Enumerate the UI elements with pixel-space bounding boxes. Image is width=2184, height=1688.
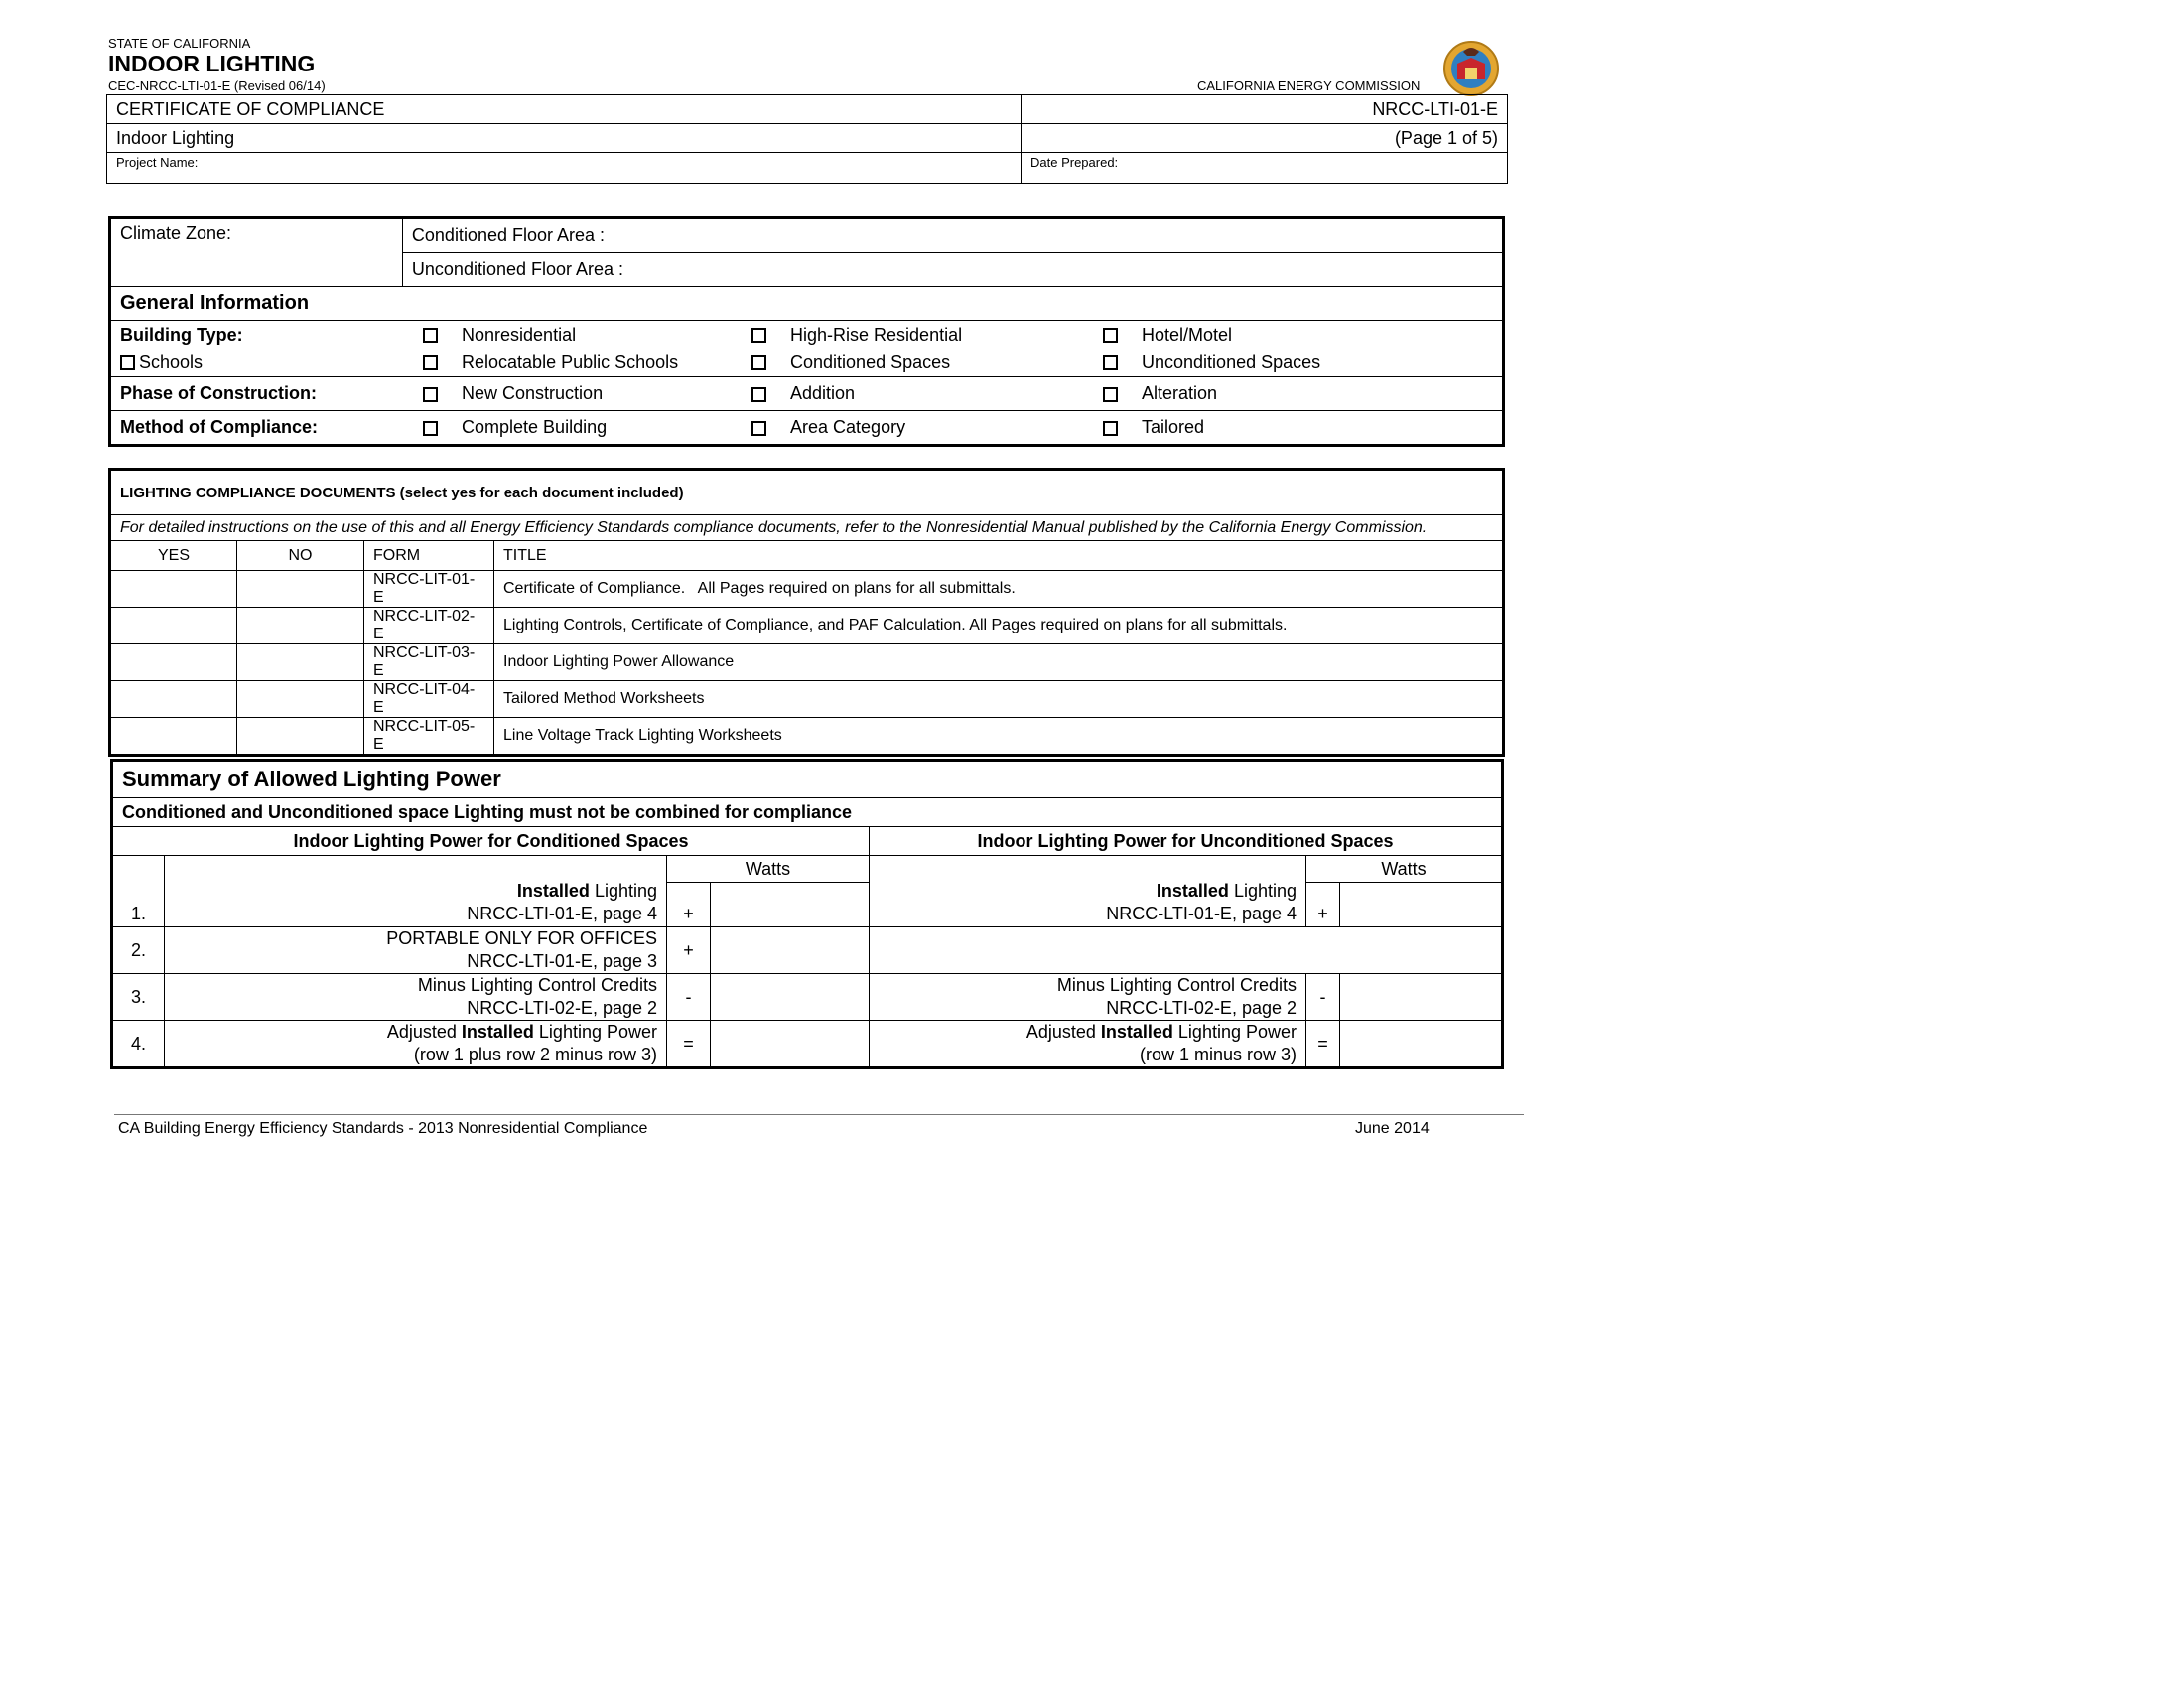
date-prepared-field[interactable] [1022,153,1508,184]
footer-divider [114,1114,1524,1115]
conditioned-row-label [165,856,667,927]
checkbox-icon[interactable] [751,421,766,436]
operator: + [667,883,711,927]
option-high-rise-residential[interactable] [743,321,1094,349]
option-label: Addition [790,383,856,403]
unconditioned-row-label [870,1021,1306,1068]
documents-instructions: For detailed instructions on the use of this and all Energy Efficiency Standards compliance documents, refer to the Nonresidential Manual published by the California Energy Commission. [110,515,1504,541]
conditioned-row-label [165,927,667,974]
form-cell: NRCC-LIT-03-E [364,644,494,681]
project-name-field[interactable] [107,153,1022,184]
option-new-construction[interactable] [414,380,743,408]
option-label: Conditioned Spaces [790,352,951,372]
option-label: Alteration [1142,383,1218,403]
compliance-documents-table [108,468,1505,757]
checkbox-icon[interactable] [1103,328,1118,343]
option-label: Unconditioned Spaces [1142,352,1321,372]
form-code: CEC-NRCC-LTI-01-E (Revised 06/14) [108,78,326,93]
option-label: Hotel/Motel [1142,324,1233,345]
option-label: Schools [139,352,204,372]
date-prepared-label: Date Prepared: [1030,155,1119,170]
table-row [110,718,1504,756]
label-reference: NRCC-LTI-01-E, page 3 [467,951,657,971]
checkbox-icon[interactable] [423,387,438,402]
checkbox-icon[interactable] [423,355,438,370]
building-type-label: Building Type: [120,324,243,345]
unconditioned-area-field[interactable] [402,253,1503,287]
column-header-yes: YES [110,541,237,571]
row-number: 1. [112,856,165,927]
no-cell[interactable] [237,644,364,681]
table-row [110,608,1504,644]
option-conditioned-spaces[interactable] [743,349,1094,376]
operator: - [1306,974,1340,1021]
form-cell: NRCC-LIT-02-E [364,608,494,644]
checkbox-icon[interactable] [120,355,135,370]
checkbox-icon[interactable] [1103,421,1118,436]
conditioned-area-field[interactable] [402,218,1503,253]
checkbox-icon[interactable] [751,328,766,343]
option-label: Tailored [1142,417,1205,437]
label-reference: NRCC-LTI-01-E, page 4 [1106,904,1297,923]
conditioned-row-label [165,1021,667,1068]
certificate-header-table [106,94,1508,184]
checkbox-icon[interactable] [423,328,438,343]
option-hotel-motel[interactable] [1094,321,1502,349]
operator: + [1306,883,1340,927]
unconditioned-row-label [870,856,1306,927]
unconditioned-heading: Indoor Lighting Power for Unconditioned Spaces [870,827,1503,856]
phase-label: Phase of Construction: [120,383,318,403]
state-label: STATE OF CALIFORNIA [108,36,251,51]
general-information-heading: General Information [110,287,1504,321]
form-id: NRCC-LTI-01-E [1022,95,1508,124]
climate-zone-field[interactable] [110,218,403,287]
operator: - [667,974,711,1021]
california-seal-icon [1441,40,1501,97]
row-number: 3. [112,974,165,1021]
yes-cell[interactable] [110,681,237,718]
no-cell[interactable] [237,681,364,718]
no-cell[interactable] [237,608,364,644]
label-reference: NRCC-LTI-02-E, page 2 [467,998,657,1018]
row-number: 2. [112,927,165,974]
title-cell: Lighting Controls, Certificate of Compliance, and PAF Calculation. All Pages required on plans for all submittals. [494,608,1504,644]
option-unconditioned-spaces[interactable] [1094,349,1502,376]
watts-input[interactable] [1340,974,1503,1021]
option-label: Relocatable Public Schools [462,352,679,372]
checkbox-icon[interactable] [751,387,766,402]
watts-input[interactable] [711,974,870,1021]
unconditioned-area-label: Unconditioned Floor Area : [411,259,624,279]
empty-cell [870,927,1503,974]
checkbox-icon[interactable] [1103,355,1118,370]
form-cell: NRCC-LIT-01-E [364,571,494,608]
watts-header-conditioned: Watts [667,856,870,883]
summary-table [110,759,1504,1069]
column-header-form: FORM [364,541,494,571]
table-row [110,571,1504,608]
label-bold: Installed [1156,881,1229,901]
watts-input[interactable] [711,927,870,974]
footer-right: June 2014 [1355,1120,1430,1137]
conditioned-row-label [165,974,667,1021]
title-cell: Tailored Method Worksheets [494,681,1504,718]
watts-input[interactable] [1340,1021,1503,1068]
watts-input[interactable] [711,1021,870,1068]
option-alteration[interactable] [1094,380,1502,408]
column-header-no: NO [237,541,364,571]
subtitle: Indoor Lighting [107,124,1022,153]
yes-cell[interactable] [110,718,237,756]
option-label: Area Category [790,417,906,437]
label-text: PORTABLE ONLY FOR OFFICES [386,928,657,948]
phase-row [110,377,1504,411]
checkbox-icon[interactable] [751,355,766,370]
option-label: New Construction [462,383,604,403]
option-label: High-Rise Residential [790,324,963,345]
label-text: Lighting Power [533,1022,657,1042]
label-bold: Installed [516,881,590,901]
label-text: Adjusted [1025,1022,1101,1042]
form-cell: NRCC-LIT-04-E [364,681,494,718]
column-header-title: TITLE [494,541,1504,571]
conditioned-heading: Indoor Lighting Power for Conditioned Spaces [112,827,870,856]
label-text: Lighting [1228,881,1297,901]
page-title: INDOOR LIGHTING [108,51,316,76]
climate-zone-label: Climate Zone: [120,223,232,243]
operator: = [1306,1021,1340,1068]
label-bold: Installed [461,1022,534,1042]
label-text: Lighting Power [1172,1022,1297,1042]
footer-left: CA Building Energy Efficiency Standards - 2013 Nonresidential Compliance [118,1120,648,1137]
building-type-row [110,321,1504,377]
yes-cell[interactable] [110,571,237,608]
option-relocatable-public-schools[interactable] [414,349,743,376]
certificate-label: CERTIFICATE OF COMPLIANCE [107,95,1022,124]
label-reference: (row 1 plus row 2 minus row 3) [413,1045,657,1064]
option-label: Nonresidential [462,324,577,345]
option-complete-building[interactable] [414,414,743,442]
summary-note: Conditioned and Unconditioned space Lighting must not be combined for compliance [112,798,1503,827]
checkbox-icon[interactable] [1103,387,1118,402]
watts-input[interactable] [711,883,870,927]
operator: = [667,1021,711,1068]
general-information-table [108,216,1505,447]
operator: + [667,927,711,974]
no-cell[interactable] [237,718,364,756]
checkbox-icon[interactable] [423,421,438,436]
title-cell: Line Voltage Track Lighting Worksheets [494,718,1504,756]
documents-heading: LIGHTING COMPLIANCE DOCUMENTS (select yes for each document included) [110,470,1504,515]
title-cell: Indoor Lighting Power Allowance [494,644,1504,681]
label-text: Adjusted [386,1022,462,1042]
conditioned-area-label: Conditioned Floor Area : [411,225,606,245]
label-reference: NRCC-LTI-01-E, page 4 [467,904,657,923]
label-text: Lighting [589,881,657,901]
commission-label: CALIFORNIA ENERGY COMMISSION [1197,78,1421,93]
row-number: 4. [112,1021,165,1068]
unconditioned-row-label [870,974,1306,1021]
title-cell: Certificate of Compliance. All Pages required on plans for all submittals. [494,571,1504,608]
option-label: Complete Building [462,417,608,437]
page-number: (Page 1 of 5) [1022,124,1508,153]
label-text: Minus Lighting Control Credits [417,975,657,995]
option-nonresidential[interactable] [414,321,743,349]
label-reference: (row 1 minus row 3) [1139,1045,1297,1064]
project-name-label: Project Name: [116,155,199,170]
label-text: Minus Lighting Control Credits [1056,975,1297,995]
no-cell[interactable] [237,571,364,608]
label-reference: NRCC-LTI-02-E, page 2 [1106,998,1297,1018]
form-cell: NRCC-LIT-05-E [364,718,494,756]
method-row [110,411,1504,446]
table-row [110,681,1504,718]
table-row [110,644,1504,681]
option-schools[interactable] [111,349,414,376]
option-tailored[interactable] [1094,414,1502,442]
yes-cell[interactable] [110,644,237,681]
option-addition[interactable] [743,380,1094,408]
label-bold: Installed [1100,1022,1173,1042]
option-area-category[interactable] [743,414,1094,442]
watts-input[interactable] [1340,883,1503,927]
summary-heading: Summary of Allowed Lighting Power [112,761,1503,798]
yes-cell[interactable] [110,608,237,644]
watts-header-unconditioned: Watts [1306,856,1503,883]
method-label: Method of Compliance: [120,417,318,437]
